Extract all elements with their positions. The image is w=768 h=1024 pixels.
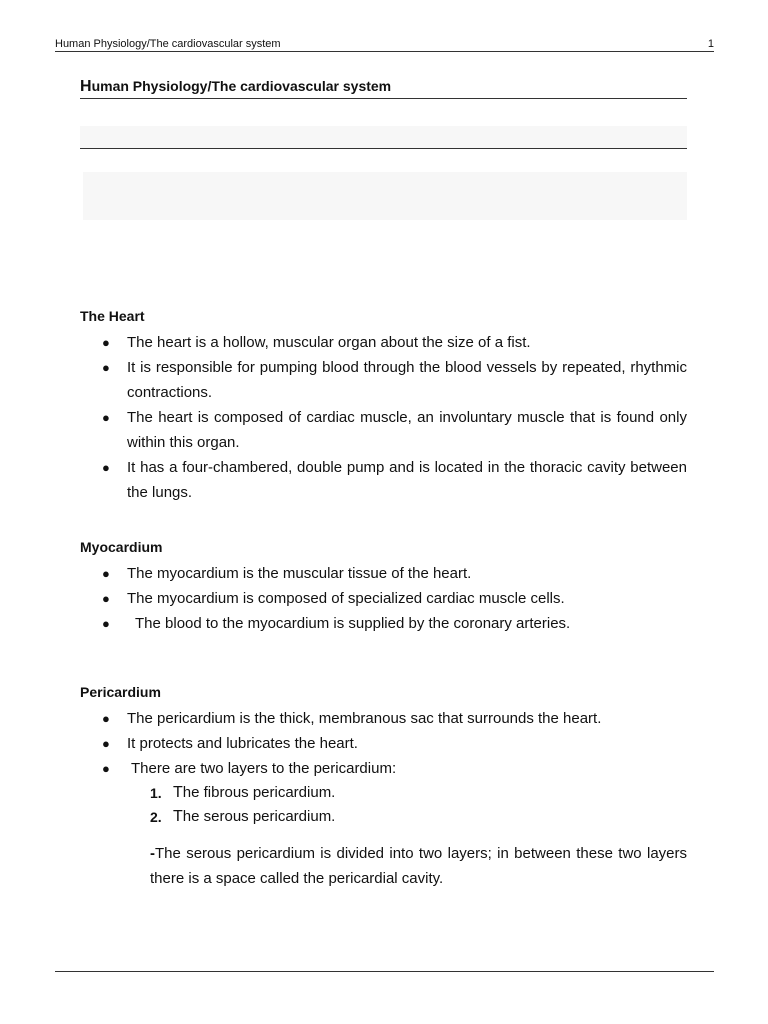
list-item	[80, 586, 687, 611]
numbered-list	[80, 781, 687, 829]
item-initial: T	[173, 808, 183, 825]
bullet-icon: ●	[102, 410, 110, 425]
blank-field-band	[80, 126, 687, 149]
list-item	[80, 355, 687, 405]
list-item	[80, 330, 687, 355]
list-item-text: The myocardium is the muscular tissue of the heart.	[127, 565, 472, 582]
bullet-icon: ●	[102, 566, 110, 581]
running-header	[55, 37, 714, 52]
bullet-icon: ●	[102, 616, 110, 631]
list-item	[80, 756, 687, 781]
list-item-text: It protects and lubricates the heart.	[127, 735, 358, 752]
blank-content-box	[83, 172, 687, 220]
list-item	[80, 405, 687, 455]
section-the-heart	[80, 306, 687, 505]
section-heading: Pericardium	[80, 684, 161, 700]
list-item	[80, 706, 687, 731]
list-item	[80, 731, 687, 756]
item-number: 1.	[150, 785, 162, 801]
note-dash: -	[150, 845, 155, 862]
bullet-icon: ●	[102, 591, 110, 606]
list-item-text: The myocardium is composed of specialized cardiac muscle cells.	[127, 590, 565, 607]
list-item-text: There are two layers to the pericardium:	[131, 760, 397, 777]
bullet-list	[80, 706, 687, 781]
document-title-rest: uman Physiology/The cardiovascular system	[91, 78, 392, 94]
bullet-list	[80, 561, 687, 636]
list-item	[80, 455, 687, 505]
item-text: he serous pericardium.	[182, 808, 336, 825]
list-item-text: It is responsible for pumping blood through the blood vessels by repeated, rhythmic contractions.	[127, 359, 687, 401]
bullet-icon: ●	[102, 711, 110, 726]
numbered-item	[80, 805, 687, 829]
list-item-text: The heart is composed of cardiac muscle, an involuntary muscle that is found only within this organ.	[127, 409, 687, 451]
list-item-text: The heart is a hollow, muscular organ about the size of a fist.	[127, 334, 531, 351]
section-heading: Myocardium	[80, 539, 163, 555]
item-initial: T	[173, 784, 183, 801]
item-number: 2.	[150, 809, 162, 825]
note-text: The serous pericardium is divided into two layers; in between these two layers there is a space called the pericardial cavity.	[150, 845, 687, 887]
item-text: he fibrous pericardium.	[182, 784, 336, 801]
page-number: 1	[707, 38, 714, 50]
bullet-list	[80, 330, 687, 505]
document-title-initial: H	[80, 78, 92, 95]
running-header-title: Human Physiology/The cardiovascular system	[55, 38, 281, 50]
pericardium-note	[150, 841, 687, 891]
list-item	[80, 561, 687, 586]
bullet-icon: ●	[102, 360, 110, 375]
list-item-text: It has a four-chambered, double pump and is located in the thoracic cavity between the lungs.	[127, 459, 687, 501]
bullet-icon: ●	[102, 335, 110, 350]
bullet-icon: ●	[102, 460, 110, 475]
bullet-icon: ●	[102, 761, 110, 776]
list-item	[80, 611, 687, 636]
list-item-text: The pericardium is the thick, membranous sac that surrounds the heart.	[127, 710, 602, 727]
footer-rule	[55, 971, 714, 972]
section-myocardium	[80, 537, 687, 636]
document-title	[80, 76, 687, 99]
numbered-item	[80, 781, 687, 805]
bullet-icon: ●	[102, 736, 110, 751]
list-item-text: The blood to the myocardium is supplied by the coronary arteries.	[135, 615, 571, 632]
section-heading: The Heart	[80, 308, 145, 324]
section-pericardium	[80, 682, 687, 891]
